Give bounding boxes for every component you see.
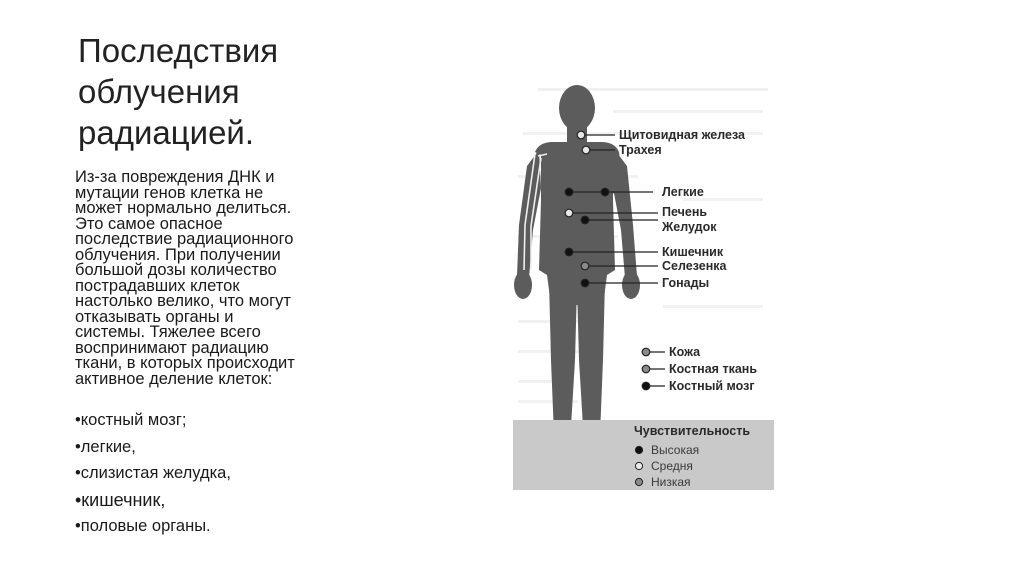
body-line: Из-за повреждения ДНК и [75, 168, 275, 186]
bullet-item: •костный мозг; [75, 411, 187, 429]
body-line: последствие радиационного [75, 230, 294, 248]
tissue-label-marrow: Костный мозг [669, 379, 755, 393]
legend-title: Чувствительность [634, 424, 751, 438]
legend-high-label: Высокая [651, 443, 700, 457]
organ-label-spleen: Селезенка [662, 259, 727, 273]
bullet-item: •легкие, [75, 437, 136, 456]
body-line: активное деление клеток: [75, 369, 273, 388]
bullet-item: •кишечник, [75, 489, 166, 510]
liver-marker [565, 209, 573, 217]
body-line: может нормально делиться. [75, 199, 292, 217]
organ-label-intestine: Кишечник [662, 245, 724, 259]
trachea-marker [582, 146, 590, 154]
intestine-marker [565, 248, 573, 256]
body-line: Это самое опасное [75, 214, 223, 233]
organ-label-trachea: Трахея [619, 143, 662, 157]
figure-svg [513, 80, 774, 490]
gonads-marker [581, 279, 589, 287]
body-line: пострадавших клеток [75, 276, 240, 295]
tissue-label-bone: Костная ткань [669, 362, 758, 376]
stomach-marker [581, 216, 589, 224]
body-line: большой дозы количество [75, 261, 277, 279]
organ-label-gonads: Гонады [662, 276, 710, 290]
lung-left-marker [565, 188, 573, 196]
skin-marker [642, 348, 650, 356]
legend-low-dot [635, 478, 642, 485]
slide-title-line: облучения [78, 73, 240, 110]
organ-label-liver: Печень [662, 205, 708, 219]
body-line: воспринимают радиацию [75, 338, 269, 357]
lung-right-marker [601, 188, 609, 196]
bone-tissue-marker [642, 365, 650, 373]
body-line: облучения. При получении [75, 245, 281, 264]
bone-marrow-marker [642, 382, 650, 390]
body-paragraph [75, 170, 355, 387]
body-line: системы. Тяжелее всего [75, 323, 261, 341]
spleen-marker [581, 262, 589, 270]
organ-label-stomach: Желудок [662, 220, 717, 234]
legend-low-label: Низкая [651, 475, 691, 489]
legend-high-dot [635, 446, 642, 453]
organ-labels [619, 128, 757, 393]
organ-label-lungs: Легкие [662, 185, 704, 199]
organ-bullet-list [75, 410, 375, 543]
slide-title-line: радиацией. [78, 114, 255, 151]
slide-title-line: Последствия [78, 32, 279, 69]
body-line: настолько велико, что могут [75, 292, 291, 310]
slide-title [78, 30, 378, 153]
body-sensitivity-figure [513, 80, 774, 490]
tissue-label-skin: Кожа [669, 345, 701, 359]
bullet-item: •слизистая желудка, [75, 464, 231, 482]
thyroid-marker [577, 131, 585, 139]
body-line: мутации генов клетка не [75, 183, 264, 202]
legend-medium-dot [635, 462, 642, 469]
body-line: отказывать органы и [75, 307, 234, 326]
legend-medium-label: Средня [651, 459, 693, 473]
bullet-item: •половые органы. [75, 517, 211, 535]
body-line: ткани, в которых происходит [75, 354, 295, 372]
organ-label-thyroid: Щитовидная железа [619, 128, 745, 142]
